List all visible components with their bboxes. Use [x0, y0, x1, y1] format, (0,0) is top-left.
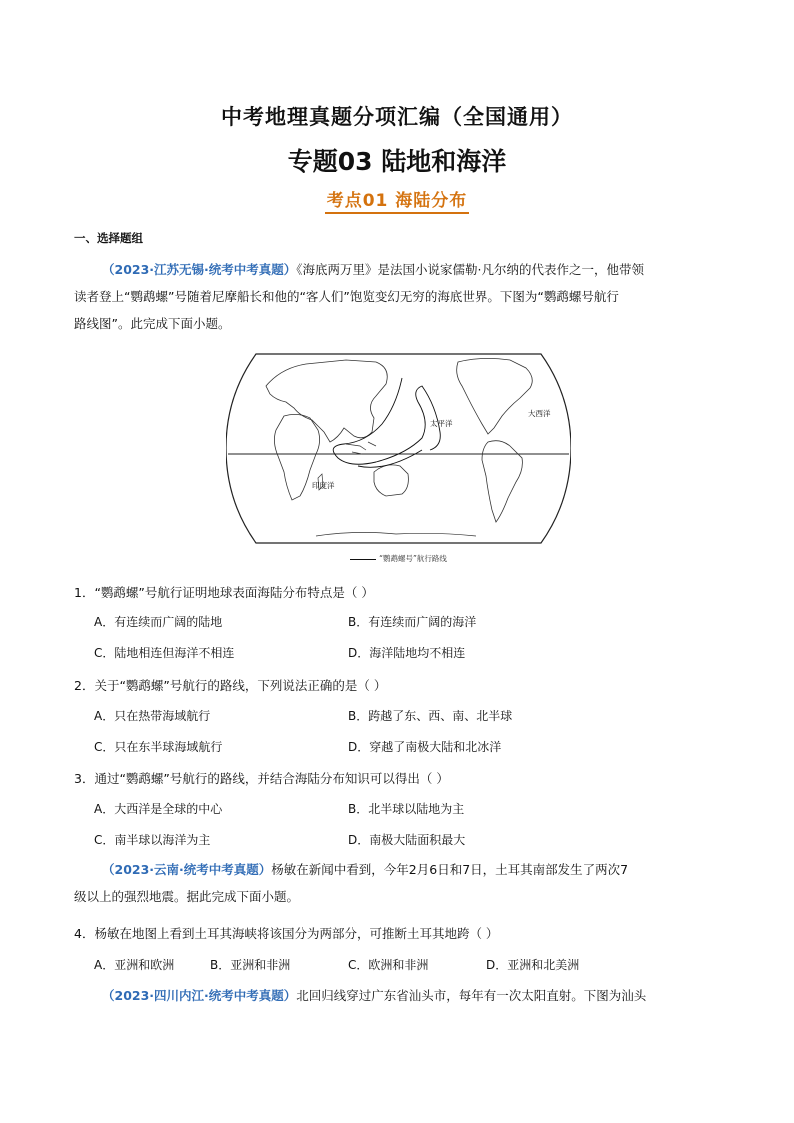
south-america-shape	[482, 441, 522, 522]
q4-option-b: B．亚洲和非洲	[210, 958, 291, 972]
intro1-text: 《海底两万里》是法国小说家儒勒·凡尔纳的代表作之一，他带领	[296, 262, 645, 277]
section-title: 一、选择题组	[74, 231, 143, 245]
north-america-shape	[457, 358, 533, 434]
intro3-line1	[74, 982, 722, 1009]
q1-option-a: A．有连续而广阔的陆地	[94, 615, 223, 629]
q1-option-b: B．有连续而广阔的海洋	[348, 615, 477, 629]
atlantic-ocean-label: 大西洋	[528, 409, 551, 418]
intro2-line1	[74, 856, 722, 883]
q4-option-a: A．亚洲和欧洲	[94, 958, 175, 972]
intro2-text: 杨敏在新闻中看到，今年2月6日和7日，土耳其南部发生了两次7	[271, 862, 629, 877]
q3-option-d: D．南极大陆面积最大	[348, 833, 466, 847]
legend-text: “鹦鹉螺号”航行路线	[379, 554, 447, 563]
indian-ocean-label: 印度洋	[312, 481, 335, 490]
intro-paragraph-2	[74, 856, 722, 910]
q3-option-b: B．北半球以陆地为主	[348, 802, 465, 816]
q4-option-c: C．欧洲和非洲	[348, 958, 429, 972]
source-tag-3: （2023·四川内江·统考中考真题）	[102, 988, 297, 1003]
intro-paragraph-3	[74, 982, 722, 1009]
antarctica-shape	[316, 532, 476, 536]
eurasia-shape	[266, 360, 387, 442]
question-1-stem: 1．“鹦鹉螺”号航行证明地球表面海陆分布特点是（ ）	[74, 585, 374, 600]
intro1-line2: 读者登上“鹦鹉螺”号随着尼摩船长和他的“客人们”饱览变幻无穷的海底世界。下图为“鹦鹉螺号航行	[74, 289, 619, 304]
question-3-stem: 3．通过“鹦鹉螺”号航行的路线，并结合海陆分布知识可以得出（ ）	[74, 771, 449, 786]
intro3-text: 北回归线穿过广东省汕头市，每年有一次太阳直射。下图为汕头	[296, 988, 647, 1003]
source-tag: （2023·江苏无锡·统考中考真题）	[102, 262, 297, 277]
q1-option-c: C．陆地相连但海洋不相连	[94, 646, 235, 660]
indonesia-shape	[346, 442, 376, 454]
q3-option-c: C．南半球以海洋为主	[94, 833, 211, 847]
q4-option-d: D．亚洲和北美洲	[486, 958, 580, 972]
question-2-stem: 2．关于“鹦鹉螺”号航行的路线，下列说法正确的是（ ）	[74, 678, 387, 693]
topic-heading-text: 考点01 海陆分布	[325, 191, 470, 214]
legend-line-icon	[350, 559, 376, 560]
intro1-line1	[74, 256, 722, 283]
q2-option-a: A．只在热带海域航行	[94, 709, 211, 723]
q3-option-a: A．大西洋是全球的中心	[94, 802, 223, 816]
map-outline	[226, 354, 571, 543]
q1-option-d: D．海洋陆地均不相连	[348, 646, 466, 660]
intro-paragraph-1	[74, 256, 722, 337]
intro2-line2: 级以上的强烈地震。据此完成下面小题。	[74, 889, 300, 904]
q2-option-d: D．穿越了南极大陆和北冰洋	[348, 740, 502, 754]
intro1-line3: 路线图”。此完成下面小题。	[74, 316, 231, 331]
chapter-title: 专题03 陆地和海洋	[287, 147, 507, 176]
route-map-figure	[226, 346, 571, 572]
question-4-stem: 4．杨敏在地图上看到土耳其海峡将该国分为两部分，可推断土耳其地跨（ ）	[74, 926, 499, 941]
q2-option-b: B．跨越了东、西、南、北半球	[348, 709, 513, 723]
topic-heading	[0, 186, 794, 211]
source-tag-2: （2023·云南·统考中考真题）	[102, 862, 272, 877]
pacific-ocean-label: 太平洋	[430, 419, 453, 428]
australia-shape	[374, 465, 408, 496]
map-legend	[226, 553, 571, 564]
document-title: 中考地理真题分项汇编（全国通用）	[221, 105, 573, 129]
q2-option-c: C．只在东半球海域航行	[94, 740, 223, 754]
world-map-svg	[226, 346, 571, 551]
